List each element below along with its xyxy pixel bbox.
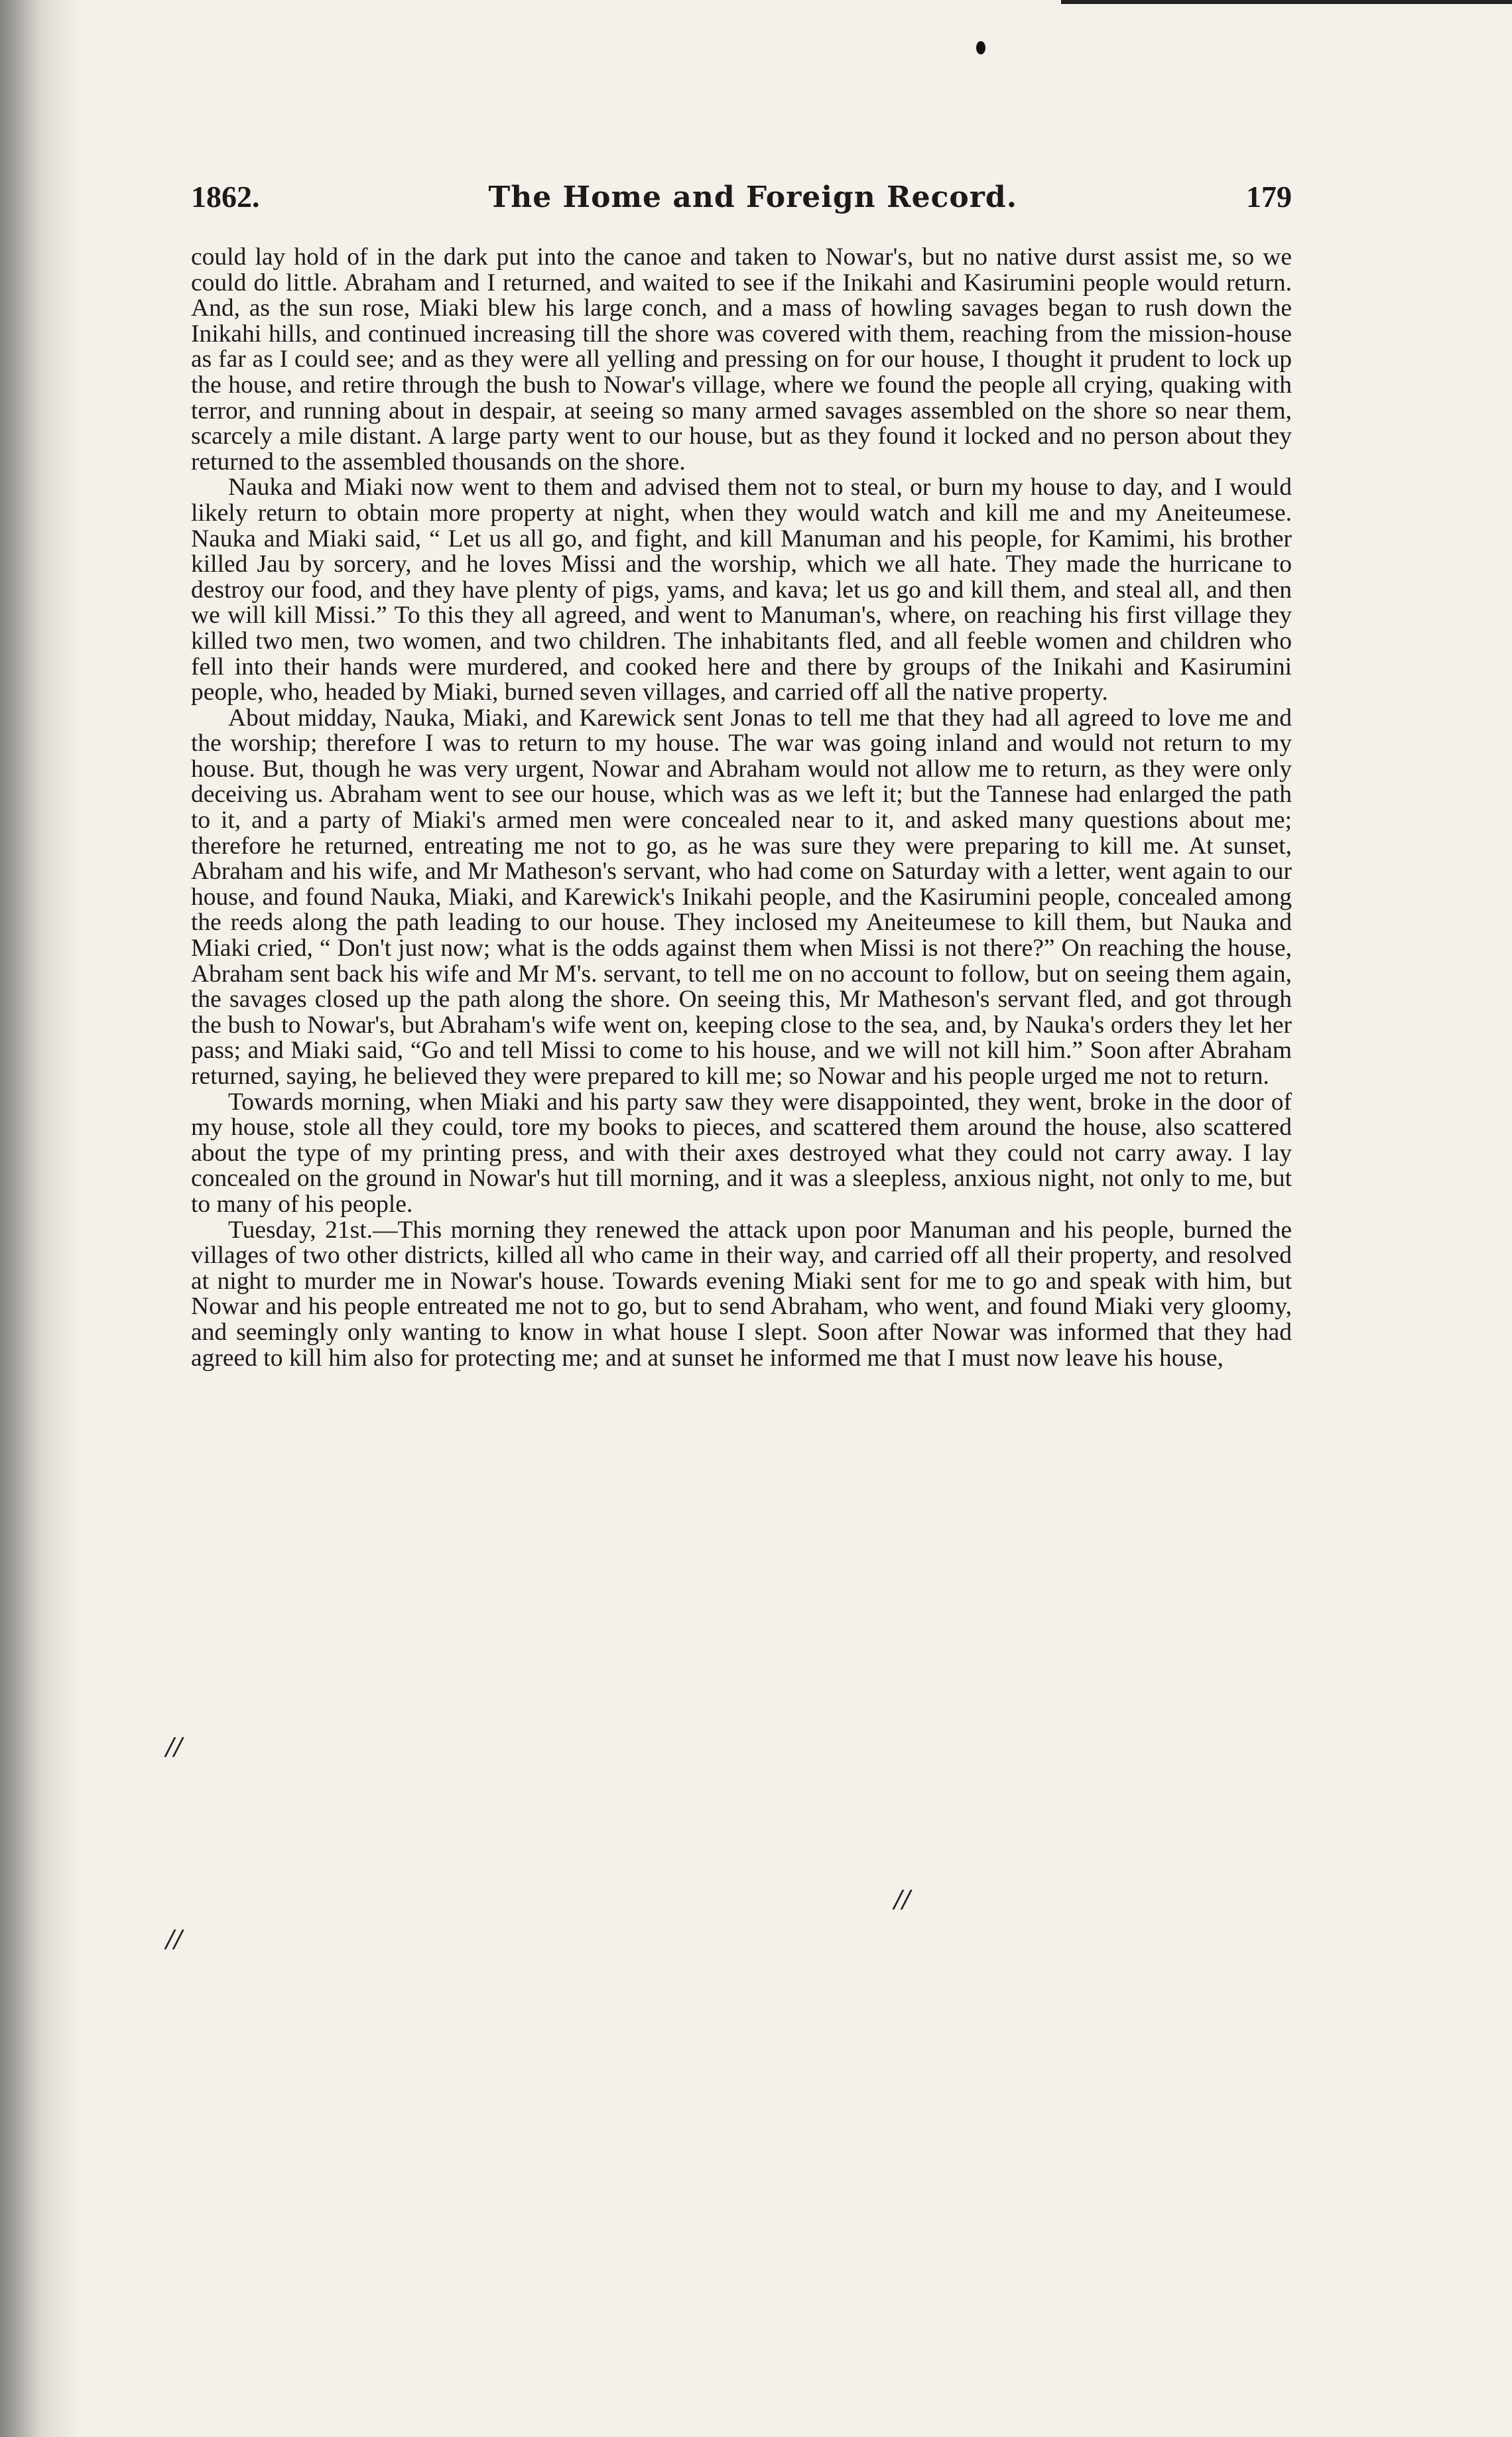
- document-page: [191, 179, 1292, 1371]
- paragraph-1: could lay hold of in the dark put into the canoe and taken to Nowar's, but no native durst assist me, so we could do little. Abraham and I returned, and waited to see if the Inikahi and Kasirumini people would return. And, as the sun rose, Miaki blew his large conch, and a mass of howling savages began to rush down the Inikahi hills, and continued increasing till the shore was covered with them, reaching from the mission-house as far as I could see; and as they were all yelling and pressing on for our house, I thought it prudent to lock up the house, and retire through the bush to Nowar's village, where we found the people all crying, quaking with terror, and running about in despair, at seeing so many armed savages assembled on the shore so near them, scarcely a mile distant. A large party went to our house, but as they found it locked and no person about they returned to the assembled thousands on the shore.: [191, 243, 1292, 476]
- quote-mark-open-2: //: [166, 1923, 182, 1955]
- scan-shadow-edge: [0, 0, 80, 2437]
- paragraph-3: About midday, Nauka, Miaki, and Karewick sent Jonas to tell me that they had all agreed to love me and the worship; therefore I was to return to my house. The war was going inland and would not return to my house. But, though he was very urgent, Nowar and Abraham would not allow me to return, as they were only deceiving us. Abraham went to see our house, which was as we left it; but the Tannese had enlarged the path to it, and a party of Miaki's armed men were concealed near to it, and asked many questions about me; therefore he returned, entreating me not to go, as he was sure they were preparing to kill me. At sunset, Abraham and his wife, and Mr Matheson's servant, who had come on Saturday with a letter, went again to our house, and found Nauka, Miaki, and Karewick's Inikahi people, and the Kasirumini people, concealed among the reeds along the path leading to our house. They inclosed my Aneiteumese to kill them, but Nauka and Miaki cried, “ Don't just now; what is the odds against them when Missi is not there?” On reaching the house, Abraham sent back his wife and Mr M's. servant, to tell me on no account to follow, but on seeing them again, the savages closed up the path along the shore. On seeing this, Mr Matheson's servant fled, and got through the bush to Nowar's, but Abraham's wife went on, keeping close to the sea, and, by Nauka's orders they let her pass; and Miaki said, “Go and tell Missi to come to his house, and we will not kill him.” Soon after Abraham returned, saying, he believed they were prepared to kill me; so Nowar and his people urged me not to return.: [191, 704, 1292, 1090]
- journal-title: The Home and Foreign Record.: [488, 180, 1018, 214]
- paragraph-2: Nauka and Miaki now went to them and advised them not to steal, or burn my house to day, and I would likely return to obtain more property at night, when they would watch and kill me and my Aneiteumese. Nauka and Miaki said, “ Let us all go, and fight, and kill Manuman and his people, for Kamimi, his brother killed Jau by sorcery, and he loves Missi and the worship, which we all hate. They made the hurricane to destroy our food, and they have plenty of pigs, yams, and kava; let us go and kill them, and steal all, and then we will kill Missi.” To this they all agreed, and went to Manuman's, where, on reaching his first village they killed two men, two women, and two children. The inhabitants fled, and all feeble women and children who fell into their hands were murdered, and cooked here and there by groups of the Inikahi and Kasirumini people, who, headed by Miaki, burned seven villages, and carried off all the native property.: [191, 474, 1292, 706]
- page-number: 179: [1246, 180, 1292, 214]
- paragraph-4: Towards morning, when Miaki and his party saw they were disappointed, they went, broke in the door of my house, stole all they could, tore my books to pieces, and scattered them around the house, also scattered about the type of my printing press, and with their axes destroyed what they could not carry away. I lay concealed on the ground in Nowar's hut till morning, and it was a sleepless, anxious night, not only to me, but to many of his people.: [191, 1088, 1292, 1218]
- quote-mark-close: //: [894, 1883, 911, 1916]
- running-header: [191, 179, 1292, 214]
- ink-blot: [976, 41, 985, 54]
- quote-mark-open: //: [166, 1731, 182, 1763]
- scan-top-rule: [1061, 0, 1512, 4]
- header-year: 1862.: [191, 180, 260, 214]
- article-body: [191, 245, 1292, 1371]
- paragraph-5: Tuesday, 21st.—This morning they renewed the attack upon poor Manuman and his people, burned the villages of two other districts, killed all who came in their way, and carried off all their property, and resolved at night to murder me in Nowar's house. Towards evening Miaki sent for me to go and speak with him, but Nowar and his people entreated me not to go, but to send Abraham, who went, and found Miaki very gloomy, and seemingly only wanting to know in what house I slept. Soon after Nowar was informed that they had agreed to kill him also for protecting me; and at sunset he informed me that I must now leave his house,: [191, 1216, 1292, 1372]
